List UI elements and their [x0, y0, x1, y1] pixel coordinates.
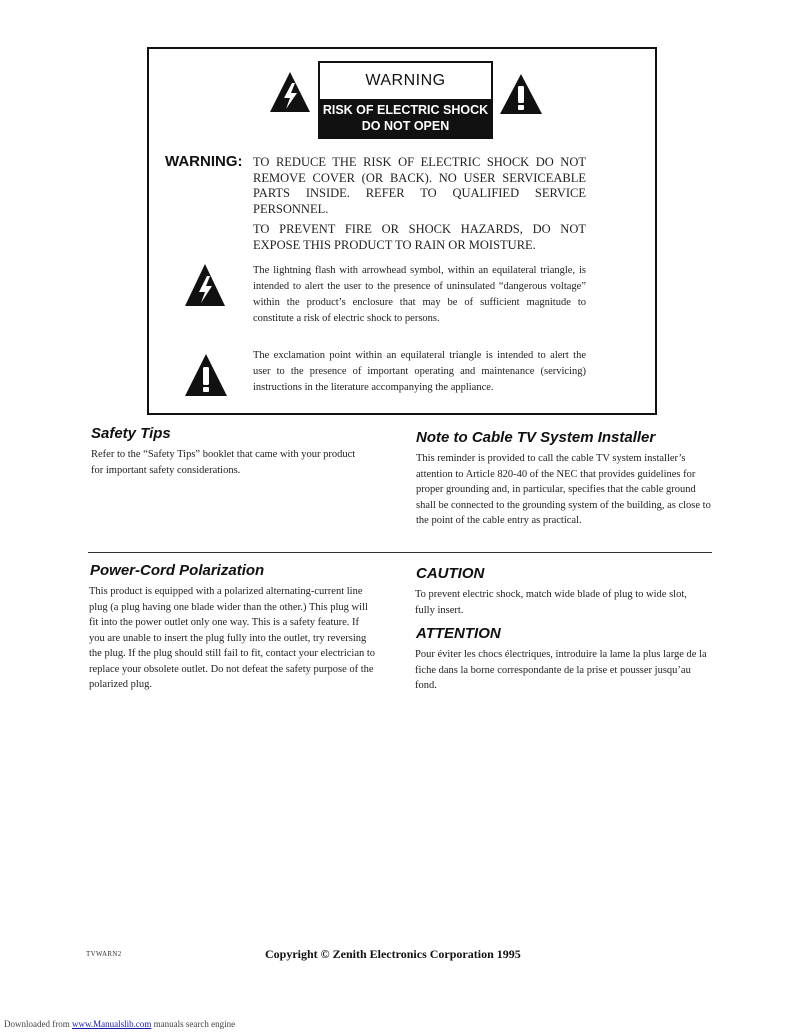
- exclamation-description: The exclamation point within an equilateral triangle is intended to alert the user to the presence of important operating and maintenance (servicing) instructions in the literature accompanying the appliance.: [253, 350, 586, 393]
- document-code: TVWARN2: [86, 950, 122, 958]
- safety-tips-heading: Safety Tips: [91, 425, 171, 442]
- caution-body: To prevent electric shock, match wide blade of plug to wide slot, fully insert.: [415, 589, 687, 616]
- lightning-triangle-icon: [268, 70, 312, 114]
- safety-tips-body: Refer to the “Safety Tips” booklet that came with your product for important safety considerations.: [91, 449, 356, 476]
- cable-installer-body: This reminder is provided to call the cable TV system installer’s attention to Article 820-40 of the NEC that provides guidelines for proper grounding and, in particular, specifies that the cable ground shall be connected to the grounding system of the building, as close to the point of the cable entry as practical.: [416, 453, 711, 526]
- exclamation-triangle-icon: [498, 72, 544, 116]
- attention-body: Pour éviter les chocs électriques, introduire la lame la plus large de la fiche dans la borne correspondante de la prise et pousser jusqu’au fond.: [415, 649, 707, 691]
- warning-label: WARNING:: [165, 153, 243, 170]
- manualslib-link[interactable]: www.Manualslib.com: [71, 1019, 152, 1029]
- copyright-notice: Copyright © Zenith Electronics Corporation 1995: [265, 947, 521, 961]
- warning-banner: [318, 61, 493, 139]
- banner-subtitle: [320, 99, 491, 137]
- caution-heading: CAUTION: [416, 565, 485, 582]
- section-divider: [88, 552, 712, 553]
- warning-paragraph-1: TO REDUCE THE RISK OF ELECTRIC SHOCK DO NOT REMOVE COVER (OR BACK). NO USER SERVICEABLE PARTS INSIDE. REFER TO QUALIFIED SERVICE PERSONNEL.: [253, 155, 586, 216]
- lightning-description: The lightning flash with arrowhead symbol, within an equilateral triangle, is intended to alert the user to the presence of uninsulated “dangerous voltage” within the product’s enclosure that may be of sufficient magnitude to constitute a risk of electric shock to persons.: [253, 265, 586, 324]
- download-suffix: manuals search engine: [153, 1019, 236, 1029]
- download-prefix: Downloaded from: [4, 1019, 70, 1029]
- cable-installer-heading: Note to Cable TV System Installer: [416, 429, 656, 446]
- download-notice: [4, 1019, 235, 1029]
- attention-heading: ATTENTION: [416, 625, 501, 642]
- banner-line-1: RISK OF ELECTRIC SHOCK: [322, 103, 489, 117]
- polarization-heading: Power-Cord Polarization: [90, 562, 265, 579]
- banner-line-2: DO NOT OPEN: [361, 119, 450, 133]
- polarization-body: This product is equipped with a polarized alternating-current line plug (a plug having one blade wider than the other.) This plug will fit into the power outlet only one way. This is a safety feature. If you are unable to insert the plug fully into the outlet, try reversing the plug. If the plug should still fail to fit, contact your electrician to replace your obsolete outlet. Do not defeat the safety purpose of the polarized plug.: [89, 586, 376, 690]
- banner-title: WARNING: [365, 72, 446, 89]
- exclamation-triangle-icon: [183, 352, 229, 398]
- warning-paragraph-2: TO PREVENT FIRE OR SHOCK HAZARDS, DO NOT EXPOSE THIS PRODUCT TO RAIN OR MOISTURE.: [253, 222, 586, 252]
- lightning-triangle-icon: [183, 262, 227, 308]
